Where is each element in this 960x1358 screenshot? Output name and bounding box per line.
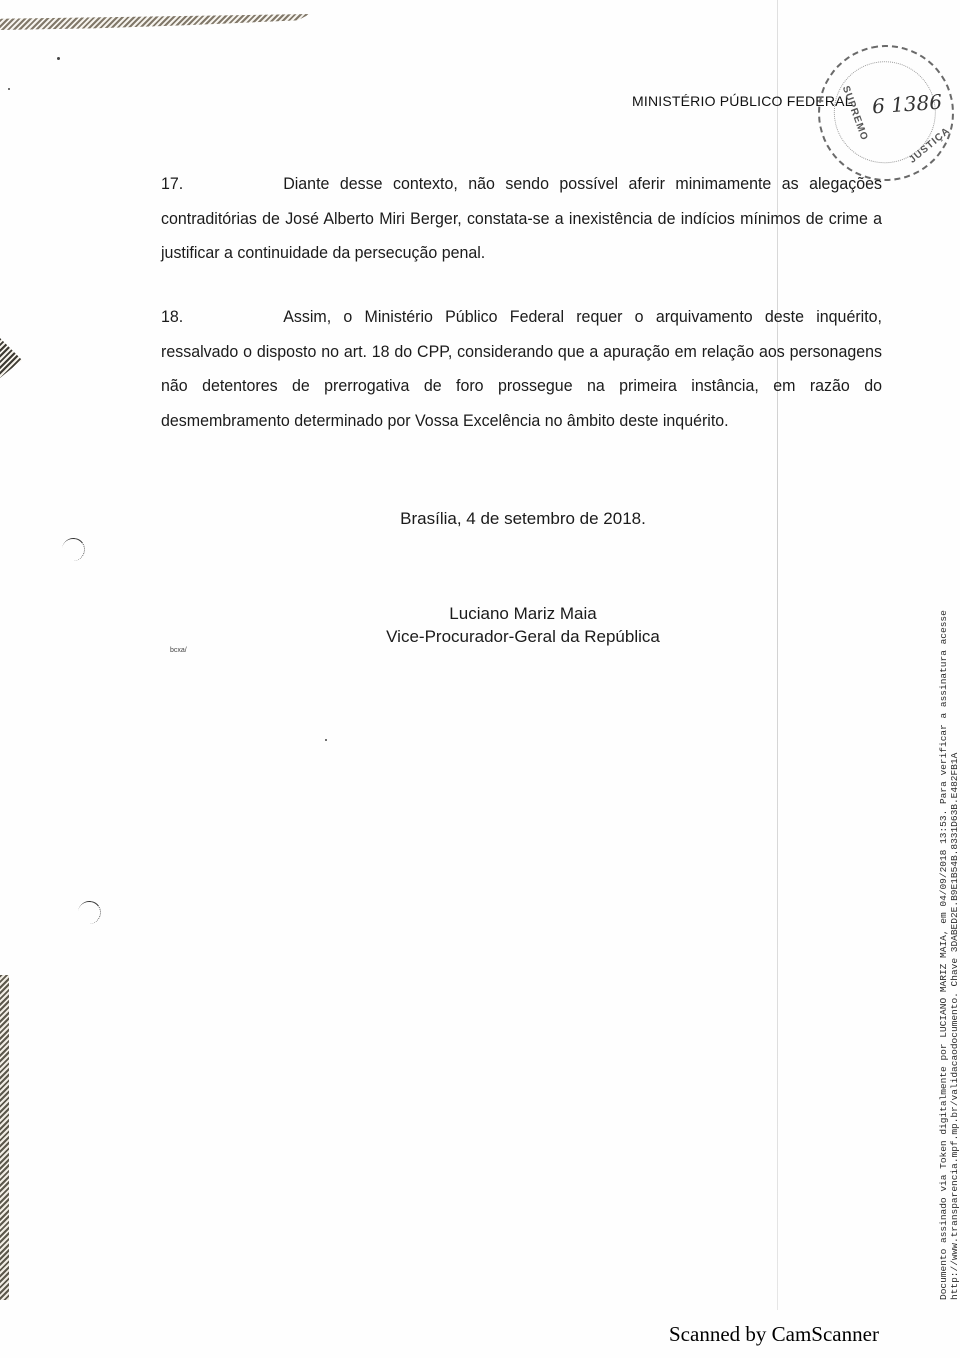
- place-and-date: Brasília, 4 de setembro de 2018.: [400, 509, 646, 528]
- scan-artifact-top: [0, 14, 310, 30]
- institution-header: MINISTÉRIO PÚBLICO FEDERAL: [632, 93, 853, 109]
- stamp-page-number: 6 1386: [871, 89, 943, 119]
- scan-speck: [325, 739, 327, 741]
- signature-note-line-1: Documento assinado via Token digitalmente por LUCIANO MARIZ MAIA, em 04/09/2018 13:53. Para verificar a assinatura acesse: [938, 610, 949, 1300]
- punch-hole-mark: [76, 899, 103, 926]
- stamp-left-text: SUPREMO: [839, 84, 870, 143]
- paragraph-text: Assim, o Ministério Público Federal requer o arquivamento deste inquérito, ressalvado o disposto no art. 18 do CPP, considerando que a apuração em relação aos personagens não detentores de prerrogativa de foro prossegue na primeira instância, em razão do desmembramento determinado por Vossa Excelência no âmbito deste inquérito.: [161, 307, 882, 430]
- scanner-watermark: Scanned by CamScanner: [669, 1322, 879, 1346]
- scan-speck: [57, 57, 60, 60]
- paragraph-number: 17.: [161, 174, 184, 193]
- signer-title: Vice-Procurador-Geral da República: [386, 627, 660, 646]
- scan-artifact-left-upper: [0, 338, 22, 378]
- stamp-right-text: JUSTIÇA: [907, 125, 953, 166]
- signer-name: Luciano Mariz Maia: [449, 604, 597, 623]
- paragraph-text: Diante desse contexto, não sendo possível aferir minimamente as alegações contraditórias de José Alberto Miri Berger, constata-se a inexistência de indícios mínimos de crime a justificar a continuidade da persecução penal.: [161, 174, 882, 262]
- paragraph-17: [161, 167, 882, 271]
- scan-artifact-left-lower: [0, 975, 9, 1300]
- paragraph-number: 18.: [161, 307, 184, 326]
- paragraph-18: [161, 300, 882, 438]
- punch-hole-mark: [60, 536, 87, 563]
- reference-code: bcxa/: [170, 647, 187, 654]
- signature-note-line-2: http://www.transparencia.mpf.mp.br/validacaodocumento. Chave 3DABED2E.B9E1B54B.8331D63B.E482FB1A: [949, 752, 960, 1300]
- digital-signature-note: [938, 420, 960, 1300]
- scan-speck: [8, 88, 10, 90]
